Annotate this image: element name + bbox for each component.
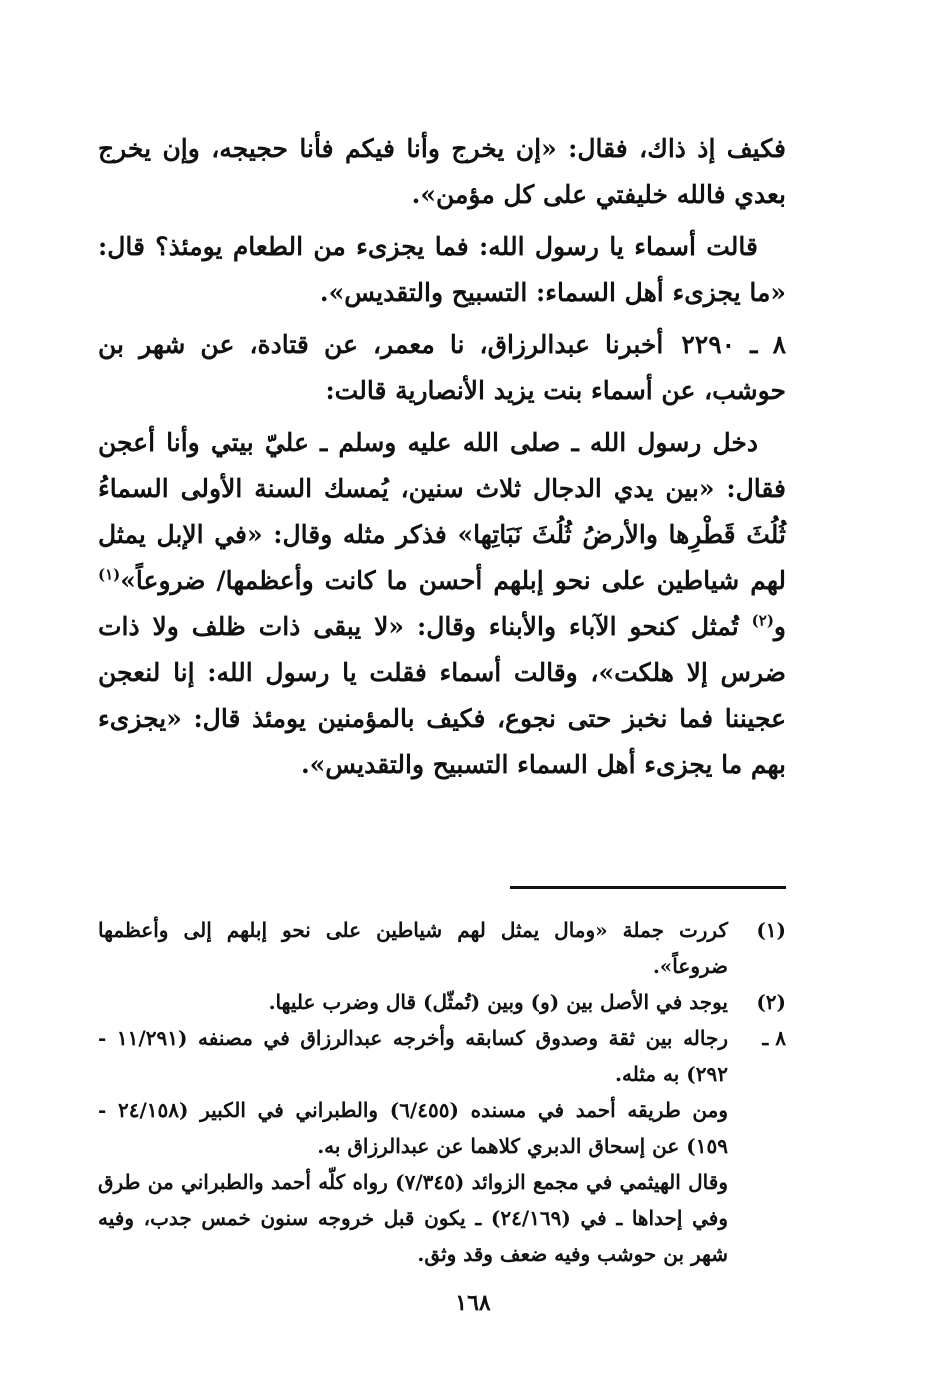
footnote-2 — [98, 984, 786, 1020]
footnote-ref-2: (٢) — [751, 611, 774, 630]
hadith-paragraph — [98, 322, 786, 414]
footnote-takhrij — [98, 1020, 786, 1272]
paragraph-1: فكيف إذ ذاك، فقال: «إن يخرج وأنا فيكم فأنا حجيجه، وإن يخرج بعدي فالله خليفتي على كل مؤمن». — [98, 134, 786, 209]
matn-part-3: تُمثل كنحو الآباء والأبناء وقال: «لا يبقى ذات ظلف ولا ذات ضرس إلا هلكت»، وقالت أسماء فقلت يا رسول الله: إنا لنعجن عجيننا فما نخبز حتى نجوع، فكيف بالمؤمنين يومئذ قال: «يجزىء بهم ما يجزىء أهل السماء التسبيح والتقديس». — [98, 612, 786, 779]
paragraph-2: قالت أسماء يا رسول الله: فما يجزىء من الطعام يومئذ؟ قال: «ما يجزىء أهل السماء: التسبيح والتقديس». — [98, 232, 786, 307]
footnote-line: يوجد في الأصل بين (و) وبين (تُمثّل) قال وضرب عليها. — [268, 990, 728, 1014]
footnote-line: كررت جملة «ومال يمثل لهم شياطين على نحو إبلهم إلى وأعظمها ضروعاً». — [98, 918, 728, 978]
footnote-ref-1: (١) — [98, 565, 121, 584]
footnote-line: وقال الهيثمي في مجمع الزوائد (٧/٣٤٥) رواه كلّه أحمد والطبراني من طرق وفي إحداها ـ في (٢٤/١٦٩) ـ يكون قبل خروجه سنون خمس جدب، وفيه شهر بن حوشب وفيه ضعف وقد وثق. — [98, 1170, 728, 1266]
footnote-1 — [98, 912, 786, 984]
hadith-isnad: أخبرنا عبدالرزاق، نا معمر، عن قتادة، عن شهر بن حوشب، عن أسماء بنت يزيد الأنصارية قالت: — [98, 330, 786, 405]
hadith-number: ٨ ـ ٢٢٩٠ — [681, 330, 786, 359]
footnote-body — [98, 984, 728, 1020]
footnote-marker: (٢) — [756, 990, 786, 1014]
matn-paragraph — [98, 420, 786, 788]
footnotes — [98, 912, 786, 1272]
main-text — [98, 126, 786, 794]
footnote-line: رجاله بين ثقة وصدوق كسابقه وأخرجه عبدالرزاق في مصنفه (١١/٢٩١ - ٢٩٢) به مثله. — [98, 1026, 729, 1086]
footnote-line: ومن طريقه أحمد في مسنده (٦/٤٥٥) والطبراني في الكبير (٢٤/١٥٨ - ١٥٩) عن إسحاق الدبري كلاهما عن عبدالرزاق به. — [98, 1098, 728, 1158]
footnote-separator — [510, 886, 786, 889]
footnote-body — [98, 1020, 728, 1272]
footnote-marker: ٨ ـ — [762, 1026, 786, 1050]
page-number: ١٦٨ — [455, 1290, 491, 1316]
matn-part-2: و — [773, 612, 786, 641]
footnote-marker: (١) — [756, 918, 786, 942]
footnote-body — [98, 912, 728, 984]
matn-part-1: دخل رسول الله ـ صلى الله عليه وسلم ـ عليّ بيتي وأنا أعجن فقال: «بين يدي الدجال ثلاث سنين، يُمسك السنة الأولى السماءُ ثُلُثَ قَطْرِها والأرضُ ثُلُثَ نَبَاتِها» فذكر مثله وقال: «في الإبل يمثل لهم شياطين على نحو إبلهم أحسن ما كانت وأعظمها/ ضروعاً» — [98, 428, 786, 595]
